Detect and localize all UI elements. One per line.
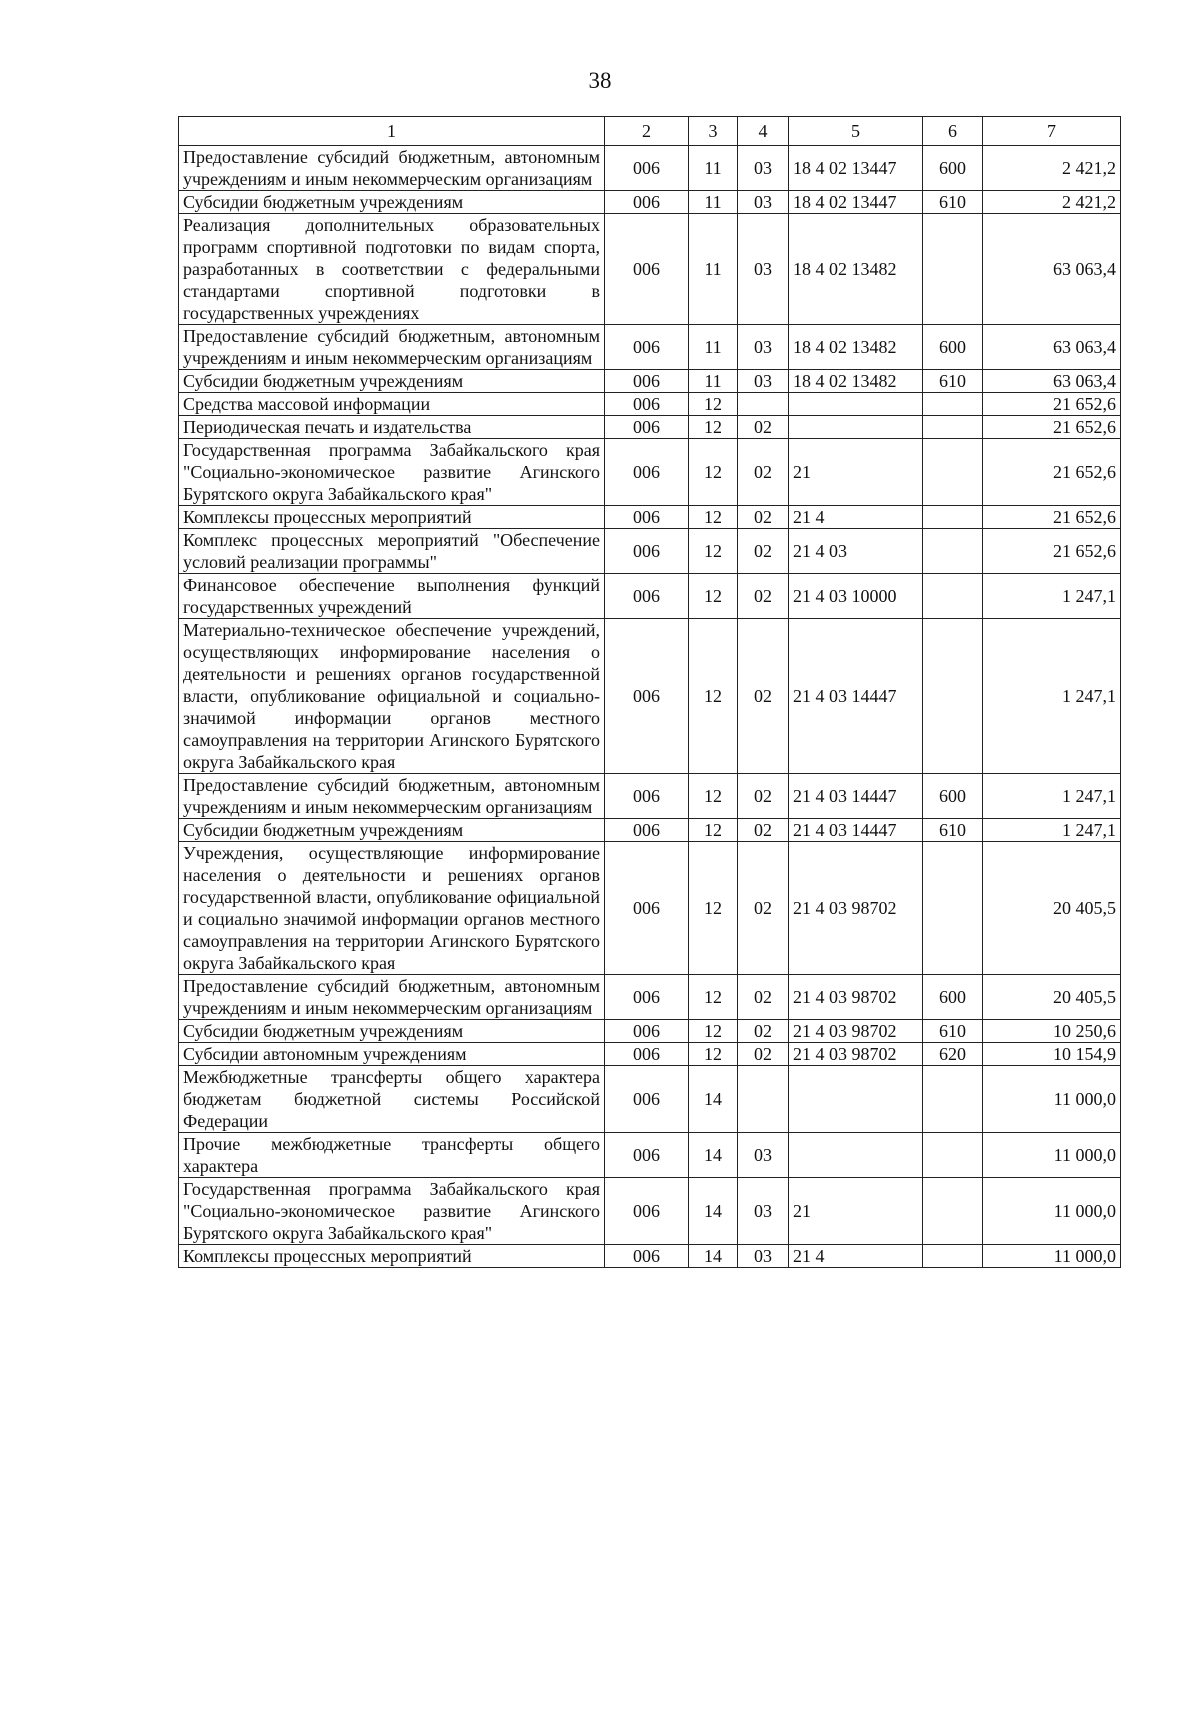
row-target-article: 18 4 02 13482 xyxy=(789,325,923,370)
row-expense-type xyxy=(923,842,983,975)
row-subsection: 02 xyxy=(738,842,789,975)
row-subsection: 02 xyxy=(738,975,789,1020)
row-subsection xyxy=(738,1066,789,1133)
row-name: Субсидии автономным учреждениям xyxy=(179,1043,605,1066)
row-name: Комплекс процессных мероприятий "Обеспечение условий реализации программы" xyxy=(179,529,605,574)
row-amount: 11 000,0 xyxy=(983,1245,1121,1268)
table-row xyxy=(179,1043,1121,1066)
row-target-article: 21 4 03 10000 xyxy=(789,574,923,619)
row-target-article: 21 4 xyxy=(789,506,923,529)
row-expense-type xyxy=(923,393,983,416)
row-target-article xyxy=(789,416,923,439)
row-ministry-code: 006 xyxy=(605,393,689,416)
row-ministry-code: 006 xyxy=(605,1245,689,1268)
row-expense-type: 600 xyxy=(923,325,983,370)
row-section: 12 xyxy=(689,842,738,975)
row-section: 11 xyxy=(689,325,738,370)
row-amount: 63 063,4 xyxy=(983,325,1121,370)
table-row xyxy=(179,1133,1121,1178)
row-section: 14 xyxy=(689,1245,738,1268)
row-amount: 21 652,6 xyxy=(983,439,1121,506)
table-row xyxy=(179,975,1121,1020)
row-target-article: 21 4 03 14447 xyxy=(789,819,923,842)
row-subsection: 02 xyxy=(738,439,789,506)
row-amount: 21 652,6 xyxy=(983,506,1121,529)
row-expense-type: 600 xyxy=(923,975,983,1020)
row-amount: 10 250,6 xyxy=(983,1020,1121,1043)
row-section: 12 xyxy=(689,393,738,416)
row-ministry-code: 006 xyxy=(605,191,689,214)
row-amount: 2 421,2 xyxy=(983,146,1121,191)
row-section: 14 xyxy=(689,1066,738,1133)
row-name: Прочие межбюджетные трансферты общего характера xyxy=(179,1133,605,1178)
row-ministry-code: 006 xyxy=(605,1066,689,1133)
row-expense-type xyxy=(923,574,983,619)
row-expense-type xyxy=(923,506,983,529)
header-col-7: 7 xyxy=(983,117,1121,146)
header-col-3: 3 xyxy=(689,117,738,146)
row-ministry-code: 006 xyxy=(605,574,689,619)
header-col-2: 2 xyxy=(605,117,689,146)
row-amount: 63 063,4 xyxy=(983,214,1121,325)
row-name: Предоставление субсидий бюджетным, автономным учреждениям и иным некоммерческим организациям xyxy=(179,325,605,370)
row-subsection: 02 xyxy=(738,529,789,574)
table-row xyxy=(179,370,1121,393)
row-subsection xyxy=(738,393,789,416)
row-amount: 21 652,6 xyxy=(983,393,1121,416)
row-subsection: 03 xyxy=(738,370,789,393)
row-name: Предоставление субсидий бюджетным, автономным учреждениям и иным некоммерческим организациям xyxy=(179,975,605,1020)
row-name: Межбюджетные трансферты общего характера бюджетам бюджетной системы Российской Федерации xyxy=(179,1066,605,1133)
row-subsection: 03 xyxy=(738,214,789,325)
row-target-article: 21 xyxy=(789,439,923,506)
table-row xyxy=(179,439,1121,506)
row-target-article: 21 xyxy=(789,1178,923,1245)
row-name: Периодическая печать и издательства xyxy=(179,416,605,439)
row-expense-type: 610 xyxy=(923,819,983,842)
row-amount: 10 154,9 xyxy=(983,1043,1121,1066)
row-section: 12 xyxy=(689,529,738,574)
row-ministry-code: 006 xyxy=(605,325,689,370)
row-ministry-code: 006 xyxy=(605,842,689,975)
row-section: 12 xyxy=(689,819,738,842)
row-subsection: 03 xyxy=(738,1178,789,1245)
row-amount: 21 652,6 xyxy=(983,416,1121,439)
row-expense-type: 610 xyxy=(923,370,983,393)
row-expense-type xyxy=(923,439,983,506)
table-row xyxy=(179,1178,1121,1245)
row-subsection: 02 xyxy=(738,619,789,774)
row-name: Комплексы процессных мероприятий xyxy=(179,506,605,529)
table-row xyxy=(179,393,1121,416)
row-section: 14 xyxy=(689,1133,738,1178)
table-row xyxy=(179,819,1121,842)
row-target-article: 18 4 02 13447 xyxy=(789,191,923,214)
row-subsection: 02 xyxy=(738,506,789,529)
row-ministry-code: 006 xyxy=(605,370,689,393)
row-amount: 11 000,0 xyxy=(983,1133,1121,1178)
table-row xyxy=(179,146,1121,191)
row-target-article: 21 4 03 xyxy=(789,529,923,574)
row-target-article: 18 4 02 13482 xyxy=(789,214,923,325)
row-target-article: 21 4 xyxy=(789,1245,923,1268)
header-col-1: 1 xyxy=(179,117,605,146)
row-name: Государственная программа Забайкальского края "Социально-экономическое развитие Агинского Бурятского округа Забайкальского края" xyxy=(179,439,605,506)
header-col-4: 4 xyxy=(738,117,789,146)
row-name: Субсидии бюджетным учреждениям xyxy=(179,1020,605,1043)
table-row xyxy=(179,619,1121,774)
row-ministry-code: 006 xyxy=(605,774,689,819)
row-expense-type: 610 xyxy=(923,191,983,214)
row-amount: 63 063,4 xyxy=(983,370,1121,393)
table-row xyxy=(179,1066,1121,1133)
header-col-5: 5 xyxy=(789,117,923,146)
row-expense-type xyxy=(923,1178,983,1245)
table-header-row xyxy=(179,117,1121,146)
row-name: Субсидии бюджетным учреждениям xyxy=(179,819,605,842)
row-section: 11 xyxy=(689,146,738,191)
table-row xyxy=(179,574,1121,619)
row-amount: 20 405,5 xyxy=(983,975,1121,1020)
row-section: 11 xyxy=(689,214,738,325)
row-expense-type xyxy=(923,416,983,439)
table-row xyxy=(179,416,1121,439)
row-target-article xyxy=(789,1066,923,1133)
row-subsection: 02 xyxy=(738,819,789,842)
row-amount: 1 247,1 xyxy=(983,774,1121,819)
row-subsection: 02 xyxy=(738,1043,789,1066)
row-subsection: 03 xyxy=(738,1245,789,1268)
row-amount: 11 000,0 xyxy=(983,1178,1121,1245)
row-section: 11 xyxy=(689,191,738,214)
row-ministry-code: 006 xyxy=(605,416,689,439)
page-number: 38 xyxy=(588,68,612,93)
row-expense-type xyxy=(923,214,983,325)
row-target-article: 21 4 03 14447 xyxy=(789,619,923,774)
row-ministry-code: 006 xyxy=(605,214,689,325)
table-row xyxy=(179,1020,1121,1043)
budget-table xyxy=(178,116,1121,1268)
row-ministry-code: 006 xyxy=(605,1178,689,1245)
row-ministry-code: 006 xyxy=(605,1020,689,1043)
table-row xyxy=(179,529,1121,574)
row-ministry-code: 006 xyxy=(605,819,689,842)
row-target-article: 21 4 03 98702 xyxy=(789,1020,923,1043)
row-subsection: 03 xyxy=(738,1133,789,1178)
row-name: Учреждения, осуществляющие информирование населения о деятельности и решениях органов государственной власти, опубликование официальной и социально значимой информации органов местного самоуправления на территории Агинского Бурятского округа Забайкальского края xyxy=(179,842,605,975)
row-name: Комплексы процессных мероприятий xyxy=(179,1245,605,1268)
row-section: 14 xyxy=(689,1178,738,1245)
table-row xyxy=(179,325,1121,370)
row-subsection: 02 xyxy=(738,774,789,819)
row-name: Субсидии бюджетным учреждениям xyxy=(179,191,605,214)
row-subsection: 02 xyxy=(738,574,789,619)
row-target-article: 21 4 03 98702 xyxy=(789,1043,923,1066)
row-ministry-code: 006 xyxy=(605,529,689,574)
row-ministry-code: 006 xyxy=(605,975,689,1020)
row-name: Финансовое обеспечение выполнения функций государственных учреждений xyxy=(179,574,605,619)
row-section: 12 xyxy=(689,774,738,819)
row-section: 12 xyxy=(689,1043,738,1066)
row-target-article: 21 4 03 14447 xyxy=(789,774,923,819)
row-amount: 1 247,1 xyxy=(983,574,1121,619)
table-row xyxy=(179,191,1121,214)
row-section: 12 xyxy=(689,574,738,619)
row-expense-type xyxy=(923,1066,983,1133)
row-section: 12 xyxy=(689,506,738,529)
row-section: 12 xyxy=(689,619,738,774)
row-section: 11 xyxy=(689,370,738,393)
header-col-6: 6 xyxy=(923,117,983,146)
row-section: 12 xyxy=(689,439,738,506)
row-name: Предоставление субсидий бюджетным, автономным учреждениям и иным некоммерческим организациям xyxy=(179,774,605,819)
row-target-article: 21 4 03 98702 xyxy=(789,842,923,975)
row-name: Субсидии бюджетным учреждениям xyxy=(179,370,605,393)
row-ministry-code: 006 xyxy=(605,1133,689,1178)
row-target-article: 18 4 02 13447 xyxy=(789,146,923,191)
row-subsection: 03 xyxy=(738,191,789,214)
row-amount: 20 405,5 xyxy=(983,842,1121,975)
row-target-article xyxy=(789,1133,923,1178)
row-amount: 2 421,2 xyxy=(983,191,1121,214)
row-amount: 11 000,0 xyxy=(983,1066,1121,1133)
row-subsection: 03 xyxy=(738,325,789,370)
row-expense-type xyxy=(923,1133,983,1178)
row-name: Предоставление субсидий бюджетным, автономным учреждениям и иным некоммерческим организациям xyxy=(179,146,605,191)
table-row xyxy=(179,506,1121,529)
row-ministry-code: 006 xyxy=(605,619,689,774)
row-target-article: 21 4 03 98702 xyxy=(789,975,923,1020)
row-section: 12 xyxy=(689,975,738,1020)
row-expense-type xyxy=(923,529,983,574)
row-expense-type: 600 xyxy=(923,146,983,191)
row-expense-type: 620 xyxy=(923,1043,983,1066)
table-row xyxy=(179,1245,1121,1268)
row-name: Средства массовой информации xyxy=(179,393,605,416)
row-amount: 1 247,1 xyxy=(983,819,1121,842)
row-amount: 21 652,6 xyxy=(983,529,1121,574)
row-target-article: 18 4 02 13482 xyxy=(789,370,923,393)
row-name: Материально-техническое обеспечение учреждений, осуществляющих информирование населения о деятельности и решениях органов государственной власти, опубликование официальной и социально-значимой информации органов местного самоуправления на территории Агинского Бурятского округа Забайкальского края xyxy=(179,619,605,774)
row-expense-type xyxy=(923,619,983,774)
row-name: Государственная программа Забайкальского края "Социально-экономическое развитие Агинского Бурятского округа Забайкальского края" xyxy=(179,1178,605,1245)
row-target-article xyxy=(789,393,923,416)
row-amount: 1 247,1 xyxy=(983,619,1121,774)
table-row xyxy=(179,214,1121,325)
row-ministry-code: 006 xyxy=(605,506,689,529)
row-subsection: 03 xyxy=(738,146,789,191)
row-expense-type: 610 xyxy=(923,1020,983,1043)
table-row xyxy=(179,774,1121,819)
row-name: Реализация дополнительных образовательных программ спортивной подготовки по видам спорта, разработанных в соответствии с федеральными стандартами спортивной подготовки в государственных учреждениях xyxy=(179,214,605,325)
row-expense-type: 600 xyxy=(923,774,983,819)
row-subsection: 02 xyxy=(738,416,789,439)
row-ministry-code: 006 xyxy=(605,1043,689,1066)
row-expense-type xyxy=(923,1245,983,1268)
row-section: 12 xyxy=(689,416,738,439)
table-row xyxy=(179,842,1121,975)
row-ministry-code: 006 xyxy=(605,439,689,506)
row-ministry-code: 006 xyxy=(605,146,689,191)
row-section: 12 xyxy=(689,1020,738,1043)
row-subsection: 02 xyxy=(738,1020,789,1043)
